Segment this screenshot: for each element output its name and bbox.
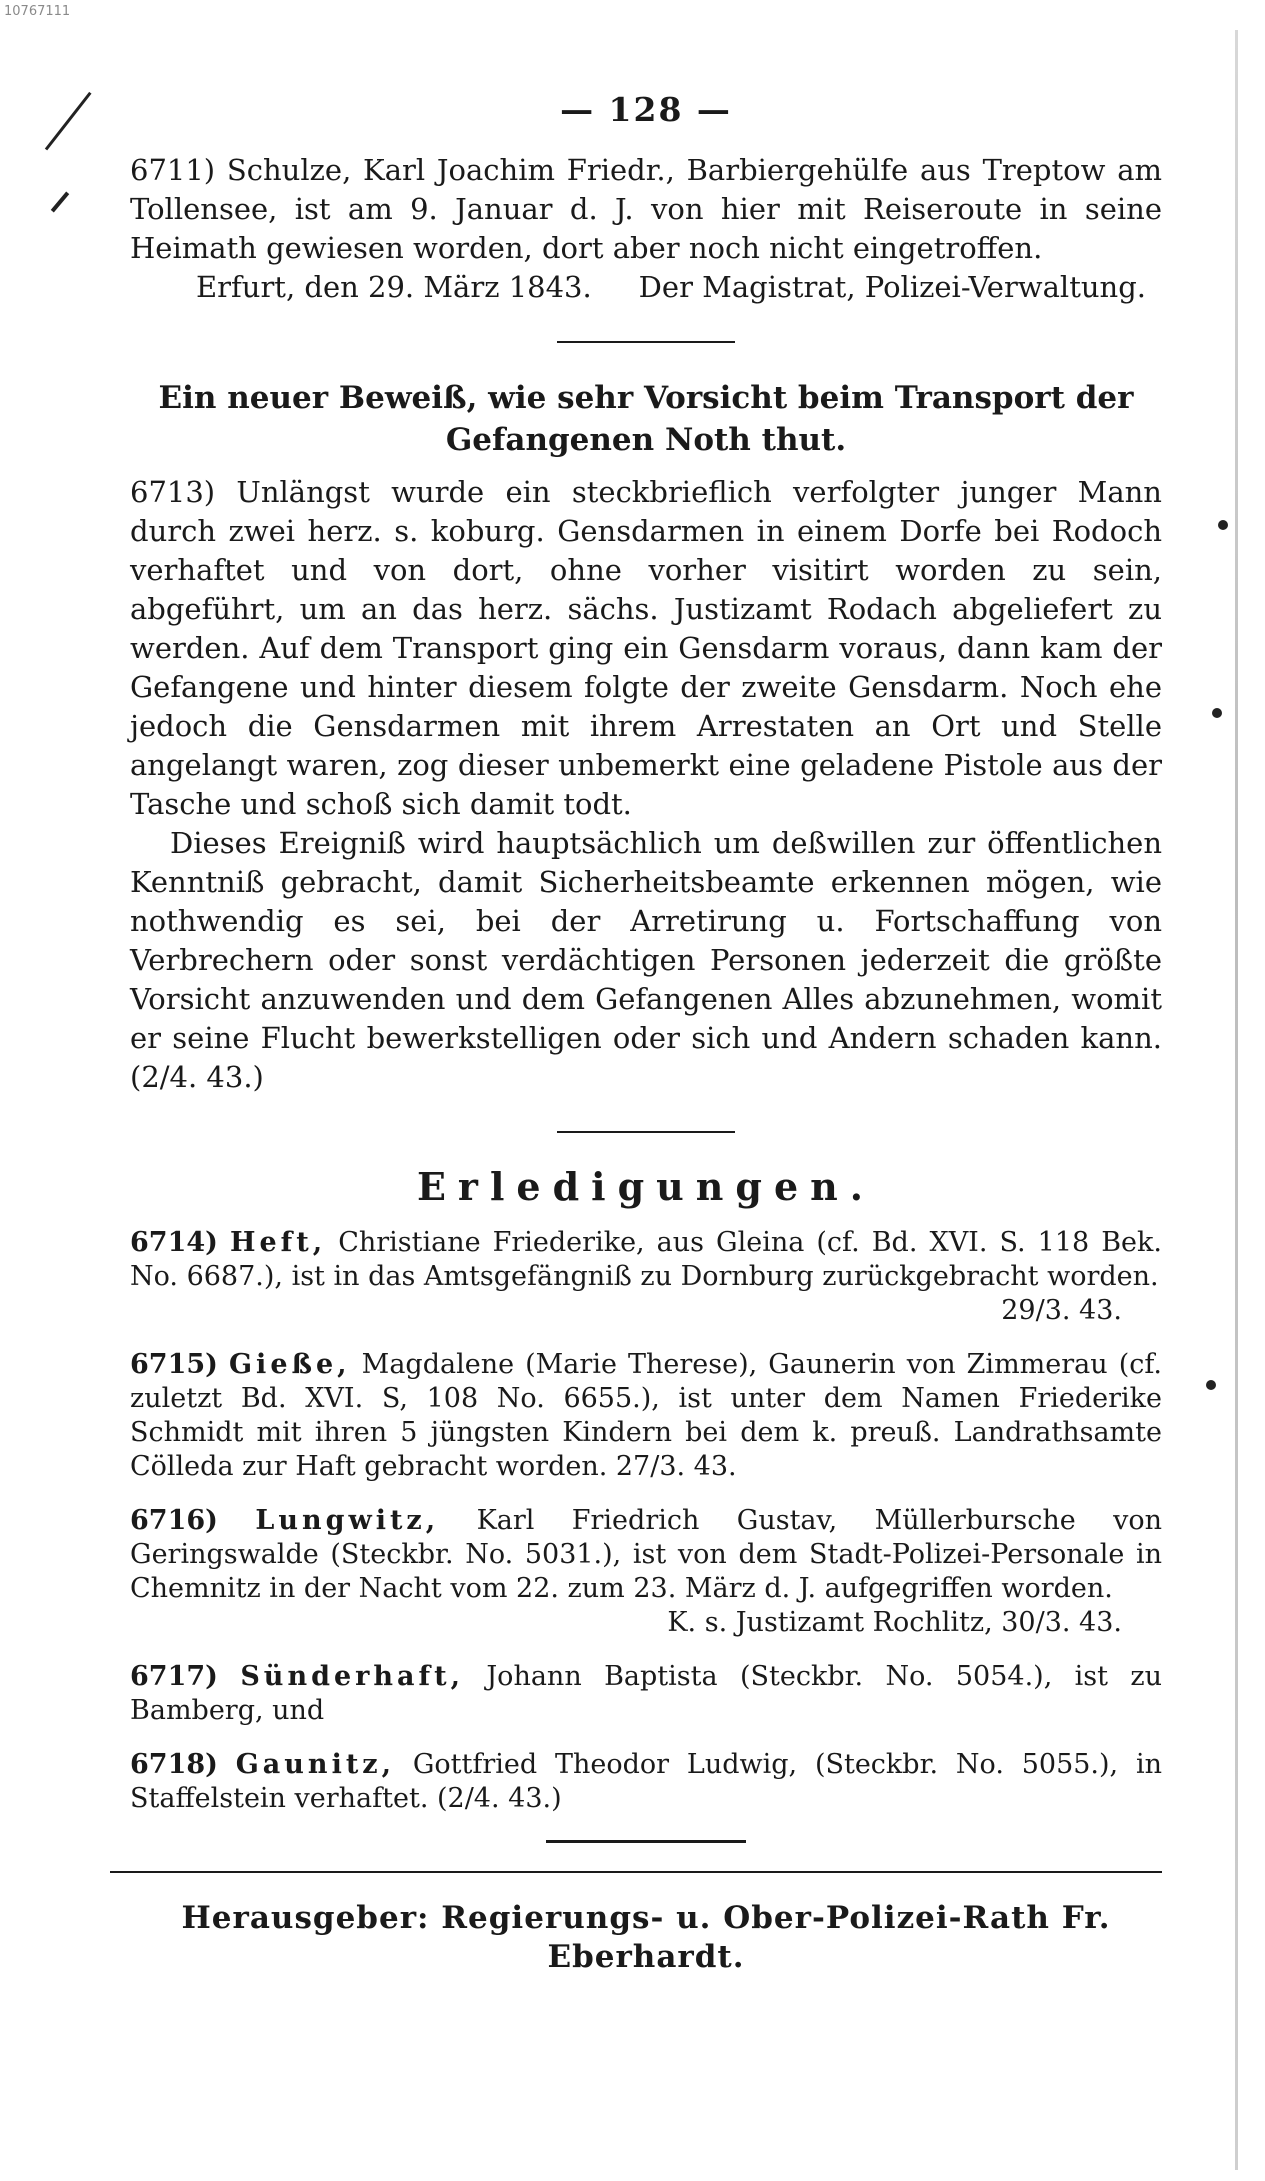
divider <box>557 341 735 343</box>
entry-text: Gottfried Theodor Ludwig, (Steckbr. No. 5055.), in Staffelstein verhaftet. (2/4. 43.) <box>130 1749 1162 1814</box>
list-item <box>130 1660 1162 1728</box>
entry-6711-signature <box>130 268 1162 307</box>
scan-edge <box>1235 30 1238 2170</box>
page-content <box>130 90 1162 1977</box>
scan-speck <box>1218 520 1228 530</box>
scan-speck <box>1206 1380 1216 1390</box>
entry-date: K. s. Justizamt Rochlitz, 30/3. 43. <box>667 1607 1122 1638</box>
entry-number: 6716) <box>130 1505 218 1536</box>
list-item <box>130 1348 1162 1484</box>
entry-name: Gaunitz, <box>235 1749 396 1780</box>
publisher-footer: Herausgeber: Regierungs- u. Ober-Polizei-Rath Fr. Eberhardt. <box>181 1900 1111 1975</box>
entry-name: Heft, <box>229 1227 327 1258</box>
footer-rule <box>110 1871 1162 1873</box>
pen-mark-tick <box>51 192 69 213</box>
scan-speck <box>1212 708 1222 718</box>
entry-text: Magdalene (Marie Therese), Gaunerin von Zimmerau (cf. zuletzt Bd. XVI. S, 108 No. 6655.), ist unter dem Namen Friederike Schmidt mit ihren 5 jüngsten Kindern bei dem k. preuß. Landrathsamte Cölleda zur Haft gebracht worden. 27/3. 43. <box>130 1349 1162 1482</box>
entry-name: Gieße, <box>229 1349 351 1380</box>
article-paragraph-2: Dieses Ereigniß wird hauptsächlich um deßwillen zur öffentlichen Kenntniß gebracht, damit Sicherheitsbeamte erkennen mögen, wie nothwendig es sei, bei der Arretirung u. Fortschaffung von Verbrechern oder sonst verdächtigen Personen jederzeit die größte Vorsicht anzuwenden und dem Gefangenen Alles abzunehmen, womit er seine Flucht bewerkstelligen oder sich und Andern schaden kann. (2/4. 43.) <box>130 826 1162 1094</box>
list-item <box>130 1226 1162 1328</box>
divider <box>557 1131 735 1133</box>
list-item <box>130 1748 1162 1816</box>
entry-text: Johann Baptista (Steckbr. No. 5054.), ist zu Bamberg, und <box>130 1661 1162 1726</box>
article-title: Ein neuer Beweiß, wie sehr Vorsicht beim Transport der Gefangenen Noth thut. <box>158 380 1134 458</box>
list-item <box>130 1504 1162 1640</box>
entry-6711-text: 6711) Schulze, Karl Joachim Friedr., Barbiergehülfe aus Treptow am Tollensee, ist am 9. Januar d. J. von hier mit Reiseroute in seine Heimath gewiesen worden, dort aber noch nicht eingetroffen. <box>130 153 1162 265</box>
entry-text: Karl Friedrich Gustav, Müllerbursche von Geringswalde (Steckbr. No. 5031.), ist von dem Stadt-Polizei-Personale in Chemnitz in der Nacht vom 22. zum 23. März d. J. aufgegriffen worden. <box>130 1505 1162 1604</box>
entry-date: 29/3. 43. <box>1001 1295 1122 1326</box>
entry-number: 6715) <box>130 1349 218 1380</box>
entry-number: 6718) <box>130 1749 218 1780</box>
entry-number: 6714) <box>130 1227 218 1258</box>
divider <box>546 1840 746 1843</box>
entry-name: Lungwitz, <box>255 1505 440 1536</box>
pen-mark <box>45 92 92 151</box>
page-number: — 128 — <box>560 90 732 129</box>
entry-number: 6717) <box>130 1661 218 1692</box>
entry-text: Christiane Friederike, aus Gleina (cf. Bd. XVI. S. 118 Bek. No. 6687.), ist in das Amtsgefängniß zu Dornburg zurückgebracht worden. <box>130 1227 1162 1292</box>
section-title: Erledigungen. <box>416 1164 876 1209</box>
signature-org: Der Magistrat, Polizei-Verwaltung. <box>638 270 1146 304</box>
page-id: 10767111 <box>4 4 71 19</box>
article-paragraph-1: 6713) Unlängst wurde ein steckbrieflich verfolgter junger Mann durch zwei herz. s. koburg. Gensdarmen in einem Dorfe bei Rodoch verhaftet und von dort, ohne vorher visitirt worden zu sein, abgeführt, um an das herz. sächs. Justizamt Rodach abgeliefert zu werden. Auf dem Transport ging ein Gensdarm voraus, dann kam der Gefangene und hinter diesem folgte der zweite Gensdarm. Noch ehe jedoch die Gensdarmen mit ihrem Arrestaten an Ort und Stelle angelangt waren, zog dieser unbemerkt eine geladene Pistole aus der Tasche und schoß sich damit todt. <box>130 475 1162 821</box>
entry-name: Sünderhaft, <box>240 1661 464 1692</box>
signature-place: Erfurt, den 29. März 1843. <box>196 270 592 304</box>
